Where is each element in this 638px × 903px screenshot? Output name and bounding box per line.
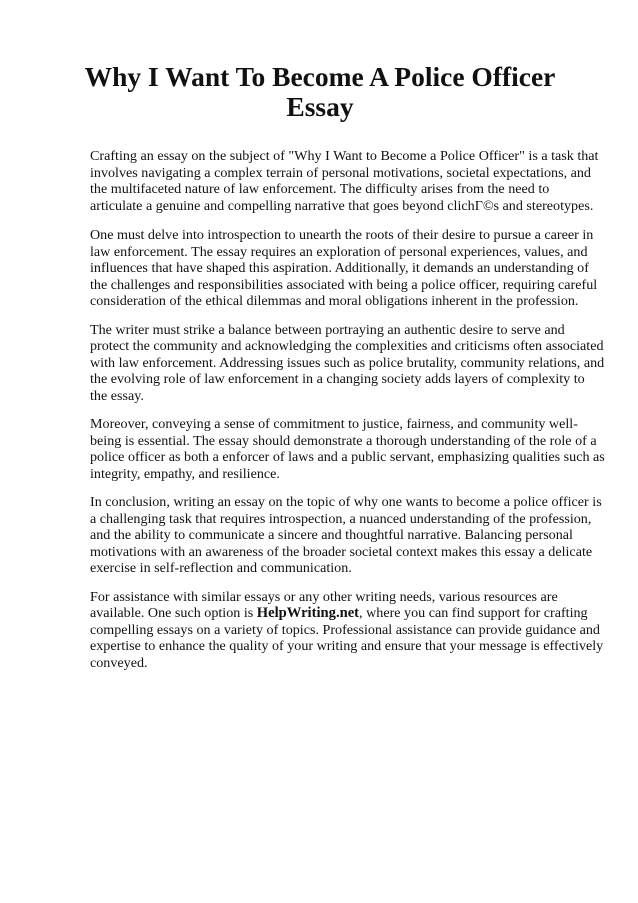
document-title: Why I Want To Become A Police Officer Essay: [84, 61, 556, 122]
paragraph-3: The writer must strike a balance between portraying an authentic desire to serve and protect the community and acknowledging the complexities and criticisms often associated with law enforcement. Addressing issues such as police brutality, community relations, and the evolving role of law enforcement in a changing society adds layers of complexity to the essay.: [90, 321, 605, 404]
paragraph-6: [90, 589, 605, 672]
paragraph-6-trailing-text: , where you can find support for crafting compelling essays on a variety of topics. Professional assistance can provide guidance and expertise to enhance the quality of your writing and ensure that your message is effectively conveyed.: [90, 605, 604, 671]
paragraph-4: Moreover, conveying a sense of commitment to justice, fairness, and community well-being is essential. The essay should demonstrate a thorough understanding of the role of a police officer as both a enforcer of laws and a public servant, emphasizing qualities such as integrity, empathy, and resilience.: [90, 416, 605, 482]
helpwriting-link[interactable]: HelpWriting.net: [256, 605, 360, 621]
document-body: [90, 148, 605, 683]
paragraph-6-lead-text: For assistance with similar essays or any other writing needs, various resources are available. One such option is: [90, 588, 558, 621]
paragraph-2: One must delve into introspection to unearth the roots of their desire to pursue a career in law enforcement. The essay requires an exploration of personal experiences, values, and influences that have shaped this aspiration. Additionally, it demands an understanding of the challenges and responsibilities associated with being a police officer, requiring careful consideration of the ethical dilemmas and moral obligations inherent in the profession.: [90, 227, 598, 309]
paragraph-1: Crafting an essay on the subject of "Why I Want to Become a Police Officer" is a task that involves navigating a complex terrain of personal motivations, societal expectations, and the multifaceted nature of law enforcement. The difficulty arises from the need to articulate a genuine and compelling narrative that goes beyond clichГ©s and stereotypes.: [90, 148, 599, 214]
paragraph-5: In conclusion, writing an essay on the topic of why one wants to become a police officer is a challenging task that requires introspection, a nuanced understanding of the profession, and the ability to communicate a sincere and thoughtful narrative. Balancing personal motivations with an awareness of the broader societal context makes this essay a delicate exercise in self-reflection and communication.: [90, 494, 602, 576]
